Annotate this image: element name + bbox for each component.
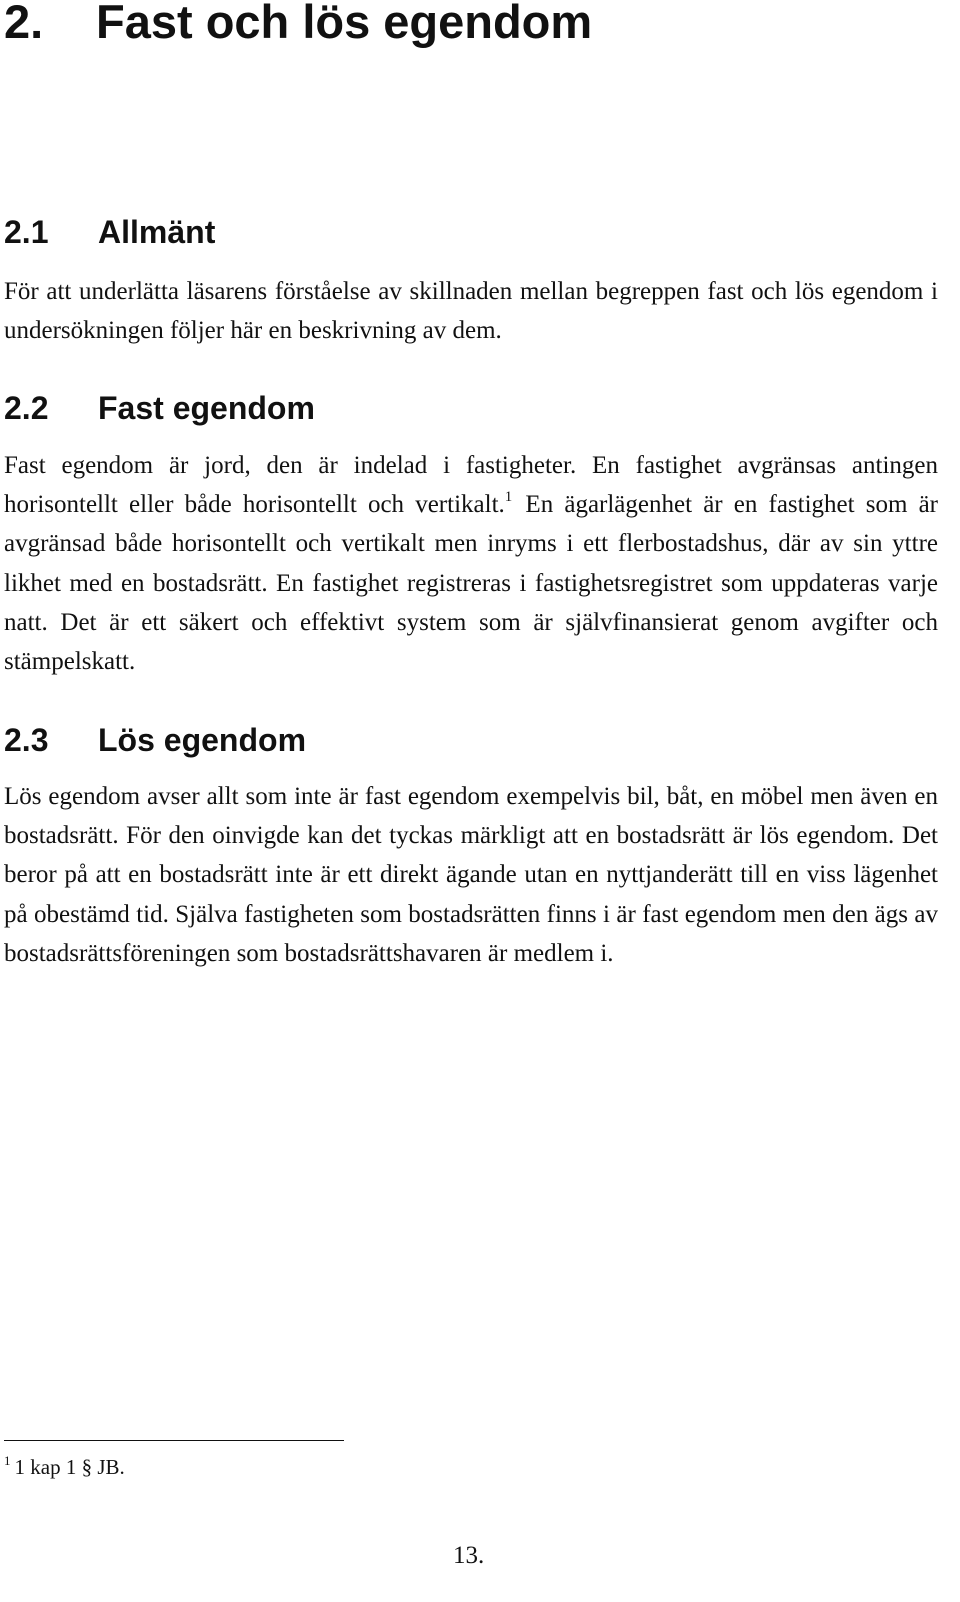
section-number: 2.1 xyxy=(4,214,49,250)
paragraph-text: En ägarlägenhet är en fastighet som är avgränsad både horisontellt och vertikalt men inryms i ett flerbostadshus, där av sin yttre likhet med en bostadsrätt. En fastighet registreras i fastighetsregistret som uppdateras varje natt. Det är ett säkert och effektivt system som är självfinansierat genom avgifter och stämpelskatt. xyxy=(4,491,938,676)
section-heading-fast-egendom xyxy=(4,388,315,428)
paragraph-text: Fast egendom är jord, den är indelad i fastigheter. En fastighet avgränsas antingen horisontellt eller både horisontellt och vertikalt. xyxy=(4,452,938,519)
section-title: Allmänt xyxy=(98,214,216,250)
section-title: Fast egendom xyxy=(98,390,315,426)
footnote-marker: 1 xyxy=(4,1453,11,1468)
paragraph-allmant: För att underlätta läsarens förståelse av skillnaden mellan begreppen fast och lös egendom i undersökningen följer här en beskrivning av dem. xyxy=(4,278,938,345)
chapter-title-text: Fast och lös egendom xyxy=(96,0,593,48)
paragraph-fast-egendom xyxy=(4,446,938,681)
section-number: 2.3 xyxy=(4,722,49,758)
page-number: 13. xyxy=(453,1542,485,1569)
chapter-number: 2. xyxy=(4,0,44,48)
chapter-title xyxy=(4,0,592,52)
section-title: Lös egendom xyxy=(98,722,307,758)
section-heading-los-egendom xyxy=(4,720,306,760)
section-number: 2.2 xyxy=(4,390,49,426)
footnote xyxy=(4,1452,125,1482)
footnote-reference: 1 xyxy=(504,489,513,506)
footnote-text: 1 kap 1 § JB. xyxy=(14,1455,125,1479)
section-heading-allmant xyxy=(4,212,215,252)
paragraph-los-egendom: Lös egendom avser allt som inte är fast egendom exempelvis bil, båt, en möbel men även en bostadsrätt. För den oinvigde kan det tyckas märkligt att en bostadsrätt är lös egendom. Det beror på att en bostadsrätt inte är ett direkt ägande utan en nyttjanderätt till en viss lägenhet på obestämd tid. Själva fastigheten som bostadsrätten finns i är fast egendom men den ägs av bostadsrättsföreningen som bostadsrättshavaren är medlem i. xyxy=(4,783,938,967)
footnote-separator xyxy=(4,1440,344,1441)
